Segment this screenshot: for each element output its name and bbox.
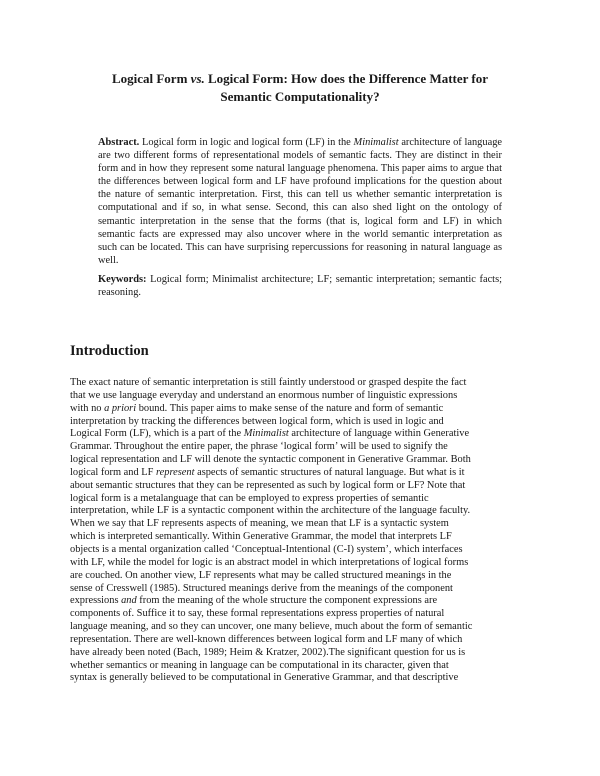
keywords-paragraph — [98, 273, 502, 299]
keywords-label: Keywords: — [98, 273, 147, 285]
title-line-1: Logical Form vs. Logical Form: How does the Difference Matter for — [111, 71, 489, 86]
body-line: When we say that LF represents aspects of meaning, we mean that LF is a syntactic system — [70, 518, 449, 530]
body-line: components of. Suffice it to say, these formal representations express properties of natural — [70, 608, 445, 620]
body-line: The exact nature of semantic interpretation is still faintly understood or grasped despite the fact — [70, 377, 467, 388]
keywords-text: Logical form; Minimalist architecture; LF; semantic interpretation; semantic facts; reasoning. — [98, 273, 503, 299]
body-line: interpretation by tracking the differences between logical form, which is used in logic and — [70, 415, 444, 427]
body-line: Logical Form (LF), which is a part of the Minimalist architecture of language within Generative — [70, 428, 470, 440]
body-line: logical form and LF represent aspects of semantic structures of natural language. But what is it — [70, 466, 465, 478]
section-heading-introduction: Introduction — [70, 343, 149, 359]
body-line: that we use language everyday and understand an enormous number of linguistic expressions — [70, 389, 458, 401]
body-line: syntax is generally believed to be computational in Generative Grammar, and that descriptive — [70, 672, 459, 684]
body-line: have already been noted (Bach, 1989; Heim & Kratzer, 2002).The significant question for us is — [70, 646, 466, 658]
body-line: objects is a mental organization called ‘Conceptual-Intentional (C-I) system’, which interfaces — [70, 543, 463, 555]
body-line: logical representation and LF will denote the syntactic component in Generative Grammar. Both — [70, 454, 471, 466]
abstract-block — [98, 136, 502, 299]
body-line: are couched. On another view, LF represents what may be called structured meanings in the — [70, 569, 452, 581]
paper-title — [70, 70, 530, 106]
body-line: about semantic structures that they can be represented as such by logical form or LF? Note that — [70, 479, 466, 491]
body-line: expressions and from the meaning of the whole structure the component expressions are — [70, 595, 438, 607]
body-line: with LF, while the model for logic is an abstract model in which interpretations of logical forms — [70, 556, 469, 568]
body-line: sense of Cresswell (1985). Structured meanings derive from the meanings of the component — [70, 582, 453, 594]
body-line: Grammar. Throughout the entire paper, the phrase ‘logical form’ will be used to signify the — [70, 441, 448, 453]
abstract-text: Logical form in logic and logical form (LF) in the Minimalist architecture of language are two different forms of representational models of semantic facts. They are distinct in their form and in how they represent some natural language phenomena. This paper aims to argue that the differences between logical form and LF have profound implications for the question about the nature of semantic interpretation. First, this can tell us whether semantic interpretation is computational and if so, in what sense. Second, this can also shed light on the ontology of semantic interpretation in the sense that the forms (that is, logical form and LF) in which semantic facts are expressed may also uncover where in the world semantic interpretation as such can be located. This can have surprising repercussions for reasoning in natural language as well. — [98, 137, 502, 266]
body-line: language meaning, and so they can uncover, one many believe, much about the form of semantic — [70, 621, 473, 633]
abstract-paragraph — [98, 136, 502, 267]
title-line-2: Semantic Computationality? — [220, 89, 380, 104]
body-line: whether semantics or meaning in language can be computational in its character, given that — [70, 659, 449, 671]
body-line: which is interpreted semantically. Within Generative Grammar, the model that interprets LF — [70, 531, 452, 543]
body-line: interpretation, while LF is a syntactic component within the architecture of the language faculty. — [70, 505, 471, 517]
abstract-label: Abstract. — [98, 137, 140, 148]
body-line: with no a priori bound. This paper aims to make sense of the nature and form of semantic — [70, 402, 444, 414]
introduction-body — [70, 377, 532, 685]
body-line: representation. There are well-known differences between logical form and LF many of which — [70, 633, 463, 645]
body-line: logical form is a metalanguage that can be employed to express properties of semantic — [70, 492, 429, 504]
